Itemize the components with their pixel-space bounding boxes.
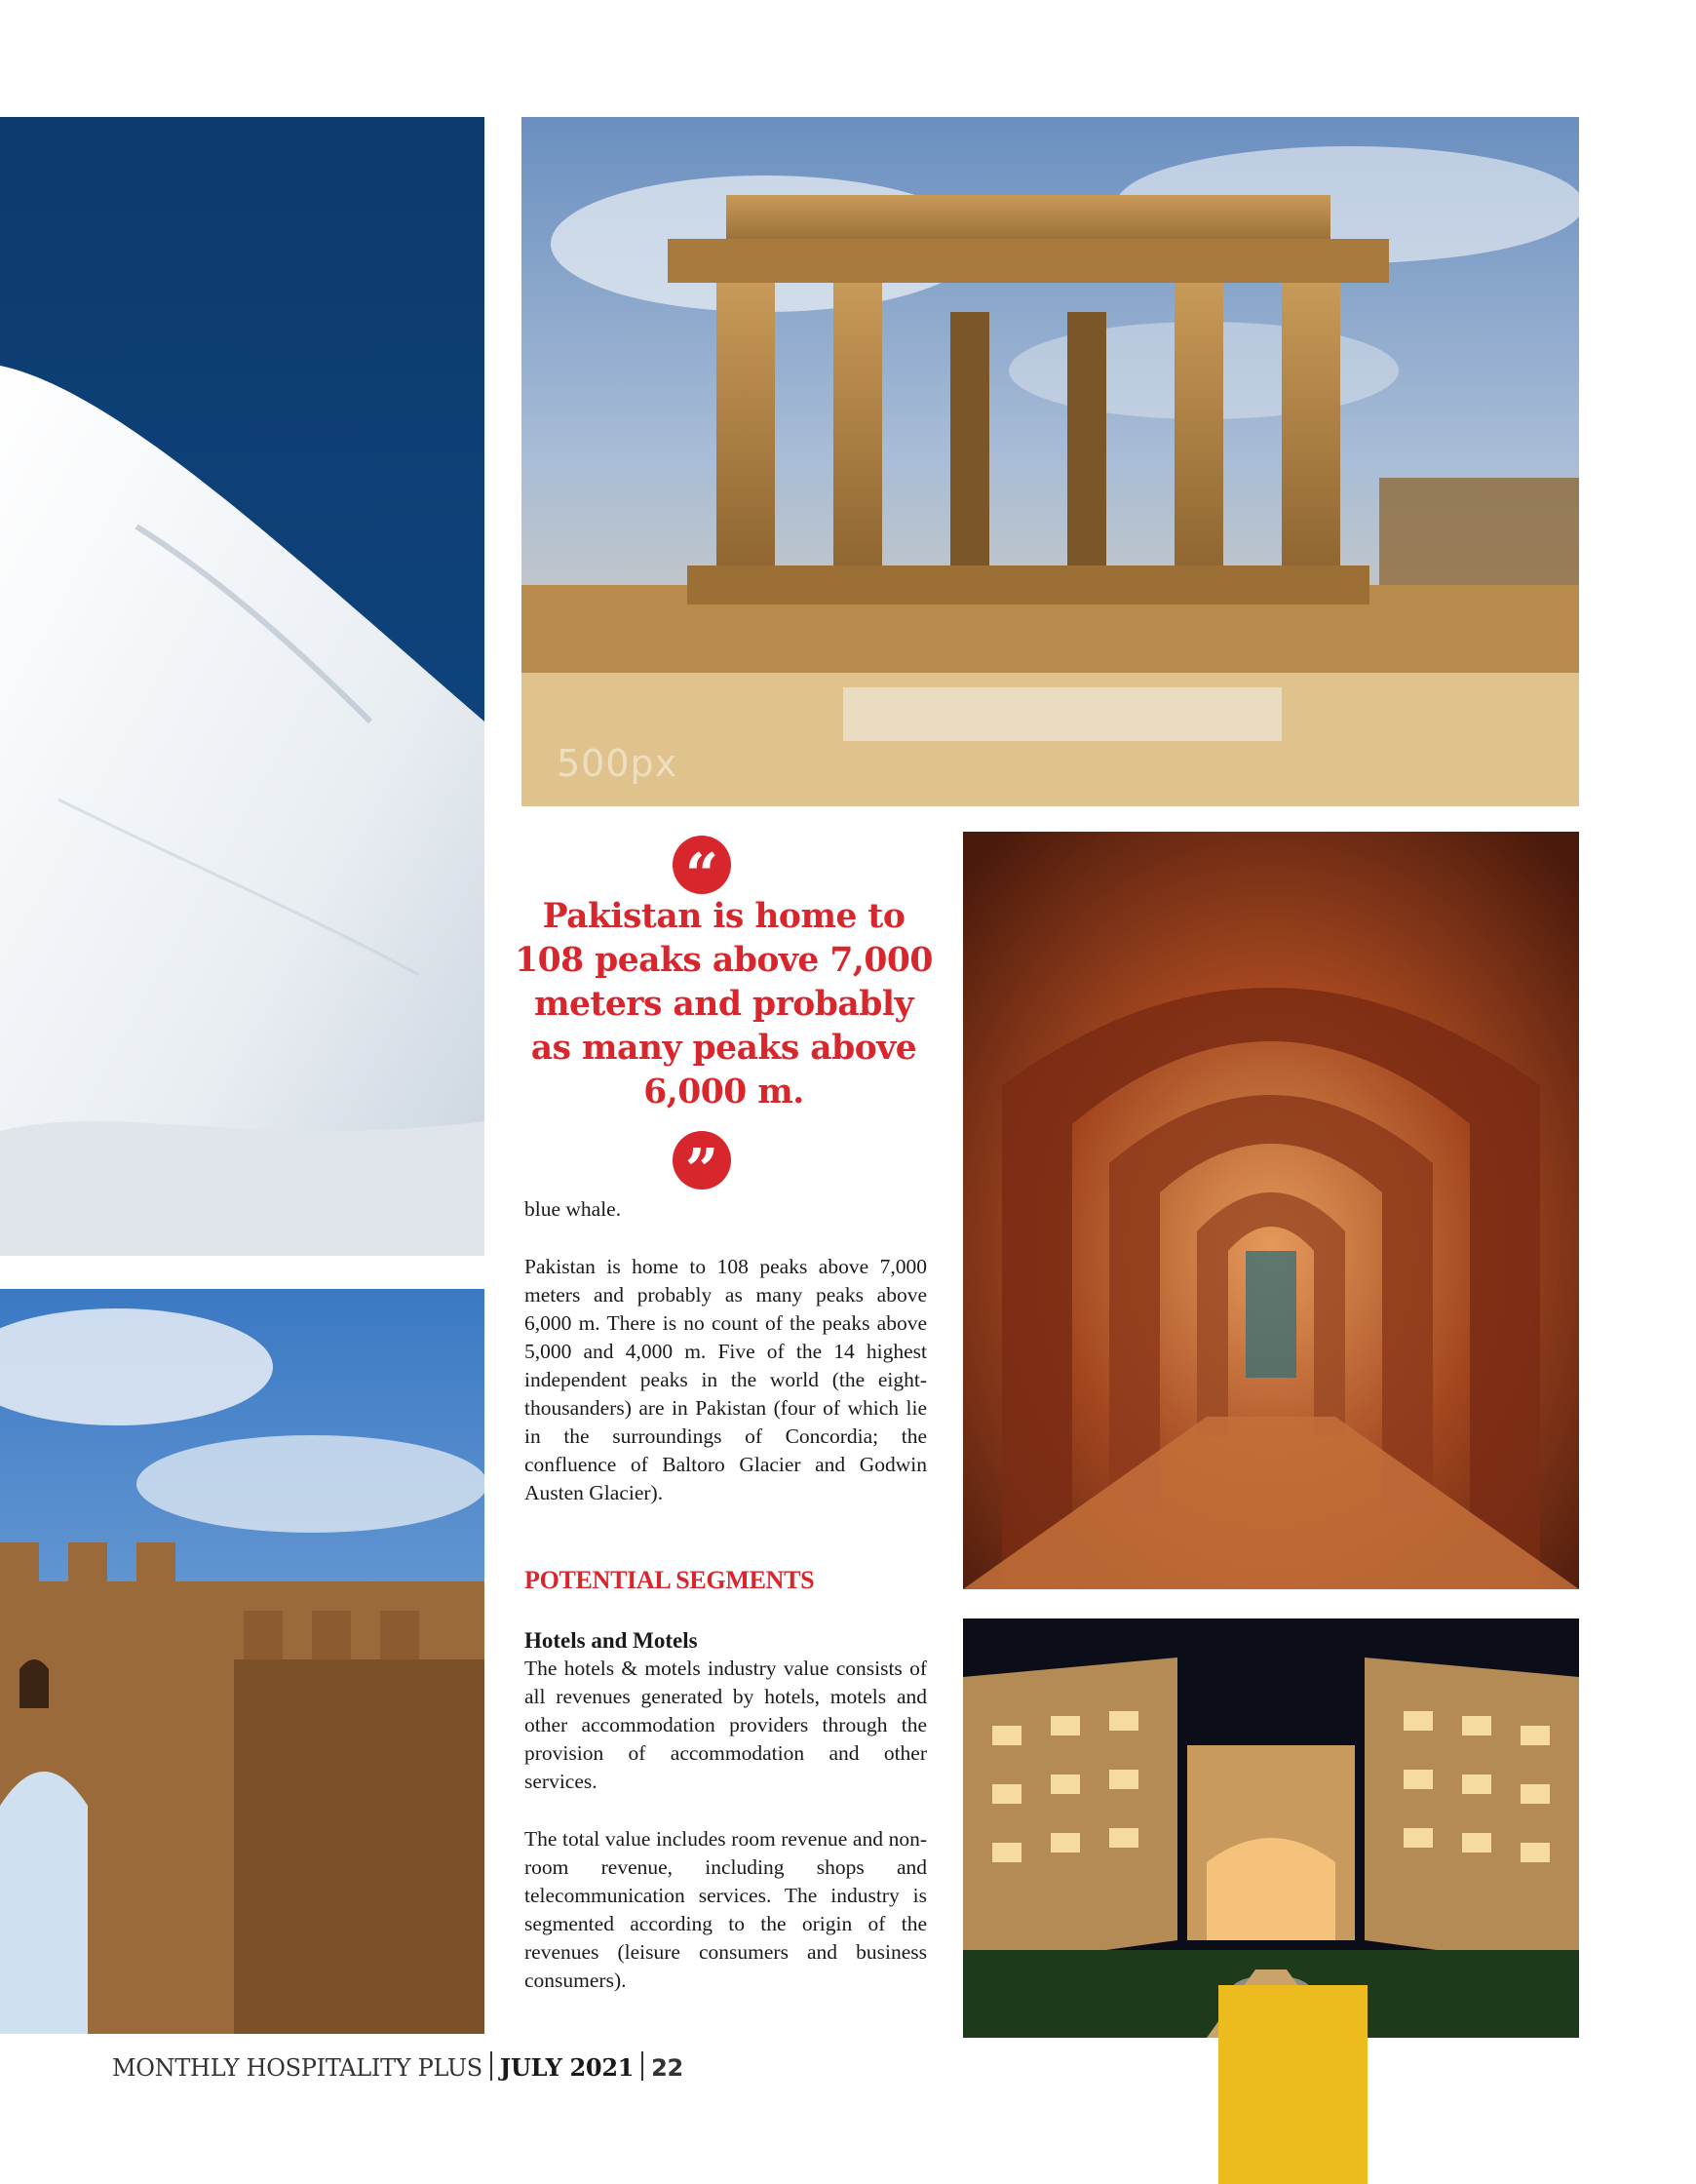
corridor-photo: [963, 832, 1579, 1589]
quote-close-icon: ”: [673, 1131, 731, 1190]
page-footer: [112, 2051, 683, 2082]
publication-name: MONTHLY HOSPITALITY PLUS: [112, 2054, 482, 2082]
footer-divider: [641, 2051, 643, 2081]
fort-photo: [0, 1289, 484, 2034]
tomb-photo: [521, 117, 1579, 806]
pull-quote: Pakistan is home to 108 peaks above 7,000 meters and probably as many peaks above 6,000 m.: [515, 897, 933, 1112]
watermark-text: 500px: [557, 742, 678, 785]
decorative-yellow-block: [1218, 1985, 1368, 2184]
subheading: Hotels and Motels: [524, 1628, 698, 1653]
hotel-photo: [963, 1618, 1579, 2038]
body-paragraph: The total value includes room revenue and non-room revenue, including shops and telecommunication services. The industry is segmented according to the origin of the revenues (leisure consumers and business consumers).: [524, 1827, 927, 1992]
footer-divider: [490, 2051, 492, 2081]
body-paragraph: blue whale.: [524, 1197, 622, 1221]
quote-open-icon: “: [673, 836, 731, 894]
page-number: 22: [651, 2054, 683, 2082]
body-paragraph: Pakistan is home to 108 peaks above 7,000 meters and probably as many peaks above 6,000 m. There is no count of the peaks above 5,000 and 4,000 m. Five of the 14 highest independent peaks in the world (the eight-thousanders) are in Pakistan (four of which lie in the surroundings of Concordia; the confluence of Baltoro Glacier and Godwin Austen Glacier).: [524, 1255, 927, 1504]
mountain-photo: [0, 117, 484, 1256]
section-heading: POTENTIAL SEGMENTS: [524, 1566, 815, 1594]
issue-date: JULY 2021: [499, 2053, 635, 2082]
body-paragraph: The hotels & motels industry value consists of all revenues generated by hotels, motels and other accommodation providers through the provision of accommodation and other services.: [524, 1657, 927, 1793]
